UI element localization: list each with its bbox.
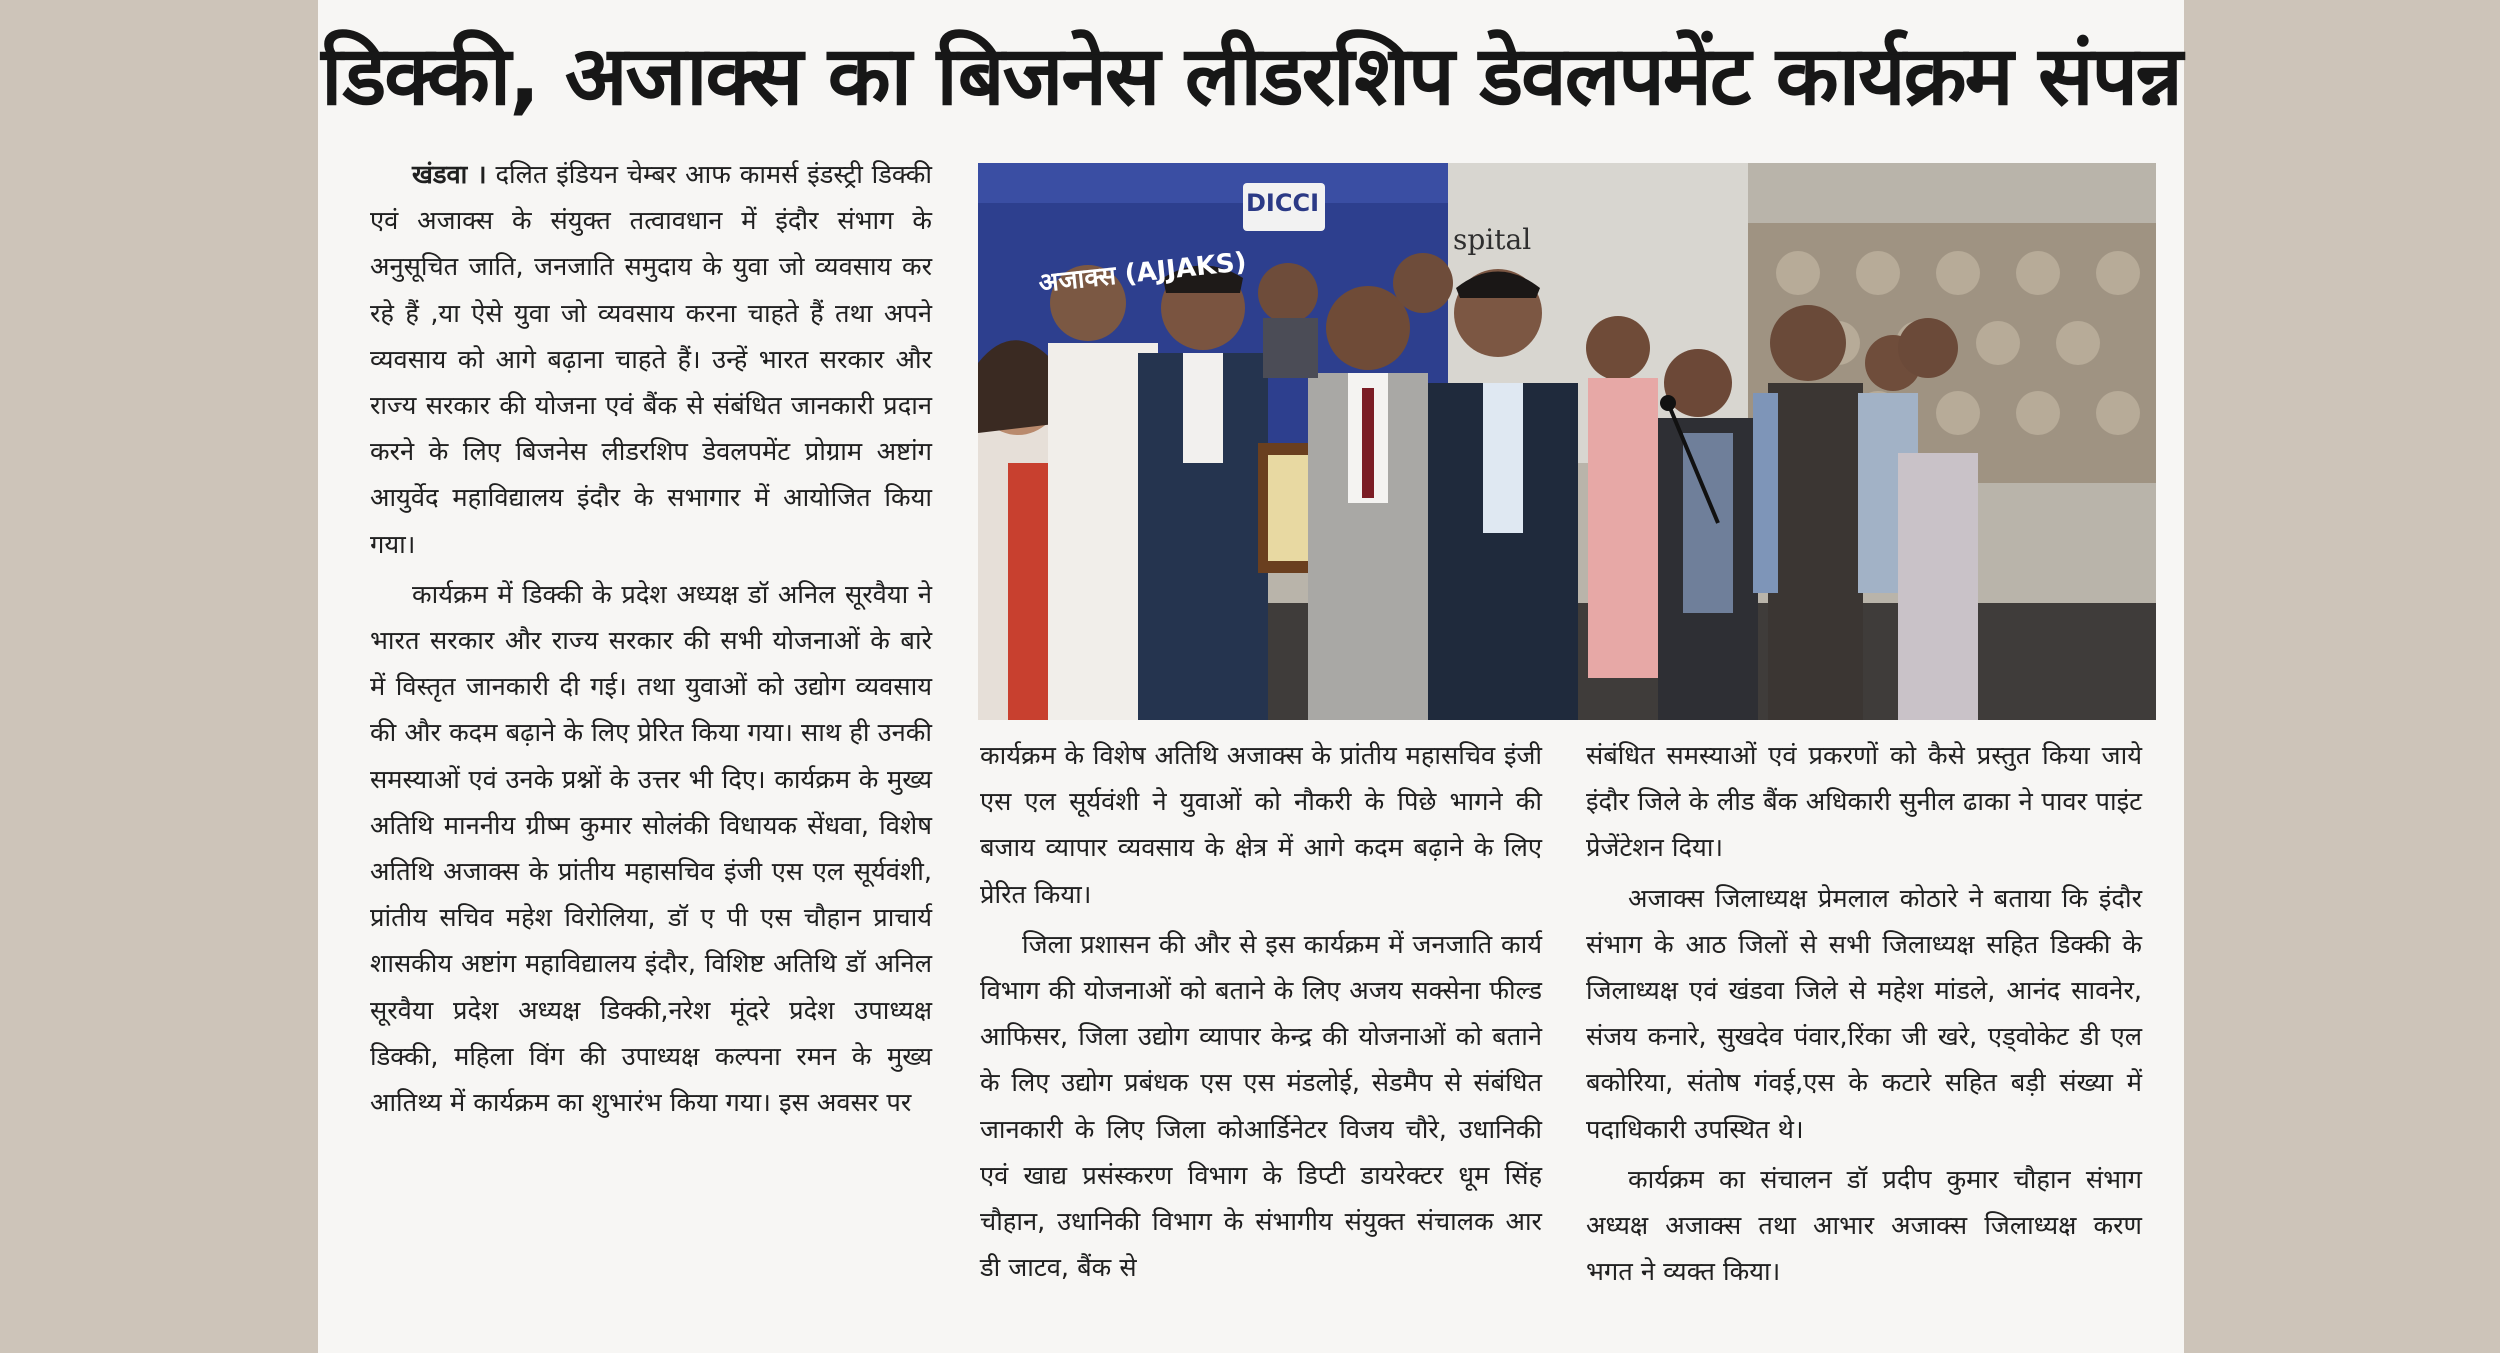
article-column-2 — [980, 733, 1542, 1291]
article-paragraph: जिला प्रशासन की और से इस कार्यक्रम में जनजाति कार्य विभाग की योजनाओं को बताने के लिए अजय सक्सेना फील्ड आफिसर, जिला उद्योग व्यापार केन्द्र की योजनाओं को बताने के लिए उद्योग प्रबंधक एस एस मंडलोई, सेडमैप से संबंधित जानकारी के लिए जिला कोआर्डिनेटर विजय चौरे, उधानिकी एवं खाद्य प्रसंस्करण विभाग के डिप्टी डायरेक्टर धूम सिंह चौहान, उधानिकी विभाग के संभागीय संयुक्त संचालक आर डी जाटव, बैंक से — [980, 929, 1542, 1284]
paragraph-text: दलित इंडियन चेम्बर आफ कामर्स इंडस्ट्री डिक्की एवं अजाक्स के संयुक्त तत्वावधान में इंदौर संभाग के अनुसूचित जाति, जनजाति समुदाय के युवा जो व्यवसाय कर रहे हैं ,या ऐसे युवा जो व्यवसाय करना चाहते हैं तथा अपने व्यवसाय को आगे बढ़ाना चाहते हैं। उन्हें भारत सरकार और राज्य सरकार की योजना एवं बैंक से संबंधित जानकारी प्रदान करने के लिए बिजनेस लीडरशिप डेवलपमेंट प्रोग्राम अष्टांग आयुर्वेद महाविद्यालय इंदौर के सभागार में आयोजित किया गया। — [370, 160, 932, 560]
background-sign-text: spital — [1453, 223, 1532, 256]
article-paragraph: अजाक्स जिलाध्यक्ष प्रेमलाल कोठारे ने बताया कि इंदौर संभाग के आठ जिलों से सभी जिलाध्यक्ष सहित डिक्की के जिलाध्यक्ष एवं खंडवा जिले से महेश मांडले, आनंद सावनेर, संजय कनारे, सुखदेव पंवार,रिंका जी खरे, एड्वोकेट डी एल बकोरिया, संतोष गंवई,एस के कटारे सहित बड़ी संख्या में पदाधिकारी उपस्थित थे। — [1586, 883, 2142, 1145]
photo-illustration — [978, 163, 2156, 720]
event-photo — [978, 163, 2156, 720]
dateline: खंडवा । — [412, 160, 487, 190]
article-paragraph: कार्यक्रम का संचालन डॉ प्रदीप कुमार चौहान संभाग अध्यक्ष अजाक्स तथा आभार अजाक्स जिलाध्यक्ष करण भगत ने व्यक्त किया। — [1586, 1164, 2142, 1288]
article-paragraph: संबंधित समस्याओं एवं प्रकरणों को कैसे प्रस्तुत किया जाये इंदौर जिले के लीड बैंक अधिकारी सुनील ढाका ने पावर पाइंट प्रेजेंटेशन दिया। — [1586, 741, 2142, 864]
article-paragraph: कार्यक्रम में डिक्की के प्रदेश अध्यक्ष डॉ अनिल सूरवैया ने भारत सरकार और राज्य सरकार की सभी योजनाओं के बारे में विस्तृत जानकारी दी गई। तथा युवाओं को उद्योग व्यवसाय की और कदम बढ़ाने के लिए प्रेरित किया गया। साथ ही उनकी समस्याओं एवं उनके प्रश्नों के उत्तर भी दिए। कार्यक्रम के मुख्य अतिथि माननीय ग्रीष्म कुमार सोलंकी विधायक सेंधवा, विशेष अतिथि अजाक्स के प्रांतीय महासचिव इंजी एस एल सूर्यवंशी, प्रांतीय सचिव महेश विरोलिया, डॉ ए पी एस चौहान प्राचार्य शासकीय अष्टांग महाविद्यालय इंदौर, विशिष्ट अतिथि डॉ अनिल सूरवैया प्रदेश अध्यक्ष डिक्की,नरेश मूंदरे प्रदेश उपाध्यक्ष डिक्की, महिला विंग की उपाध्यक्ष कल्पना रमन के मुख्य आतिथ्य में कार्यक्रम का शुभारंभ किया गया। इस अवसर पर — [370, 579, 932, 1119]
banner-text: अजाक्स (AJJAKS) — [1037, 247, 1248, 299]
article-paragraph — [370, 152, 932, 568]
banner-logo-text: DICCI — [1246, 189, 1320, 217]
article-paragraph: कार्यक्रम के विशेष अतिथि अजाक्स के प्रांतीय महासचिव इंजी एस एल सूर्यवंशी ने युवाओं को नौकरी के पिछे भागने की बजाय व्यापार व्यवसाय के क्षेत्र में आगे कदम बढ़ाने के लिए प्रेरित किया। — [980, 741, 1542, 910]
newspaper-clipping — [318, 0, 2184, 1353]
headline: डिक्की, अजाक्स का बिजनेस लीडरशिप डेवलपमेंट कार्यक्रम संपन्न — [321, 29, 2181, 124]
article-column-1 — [370, 152, 932, 1126]
article-column-3 — [1586, 733, 2142, 1295]
